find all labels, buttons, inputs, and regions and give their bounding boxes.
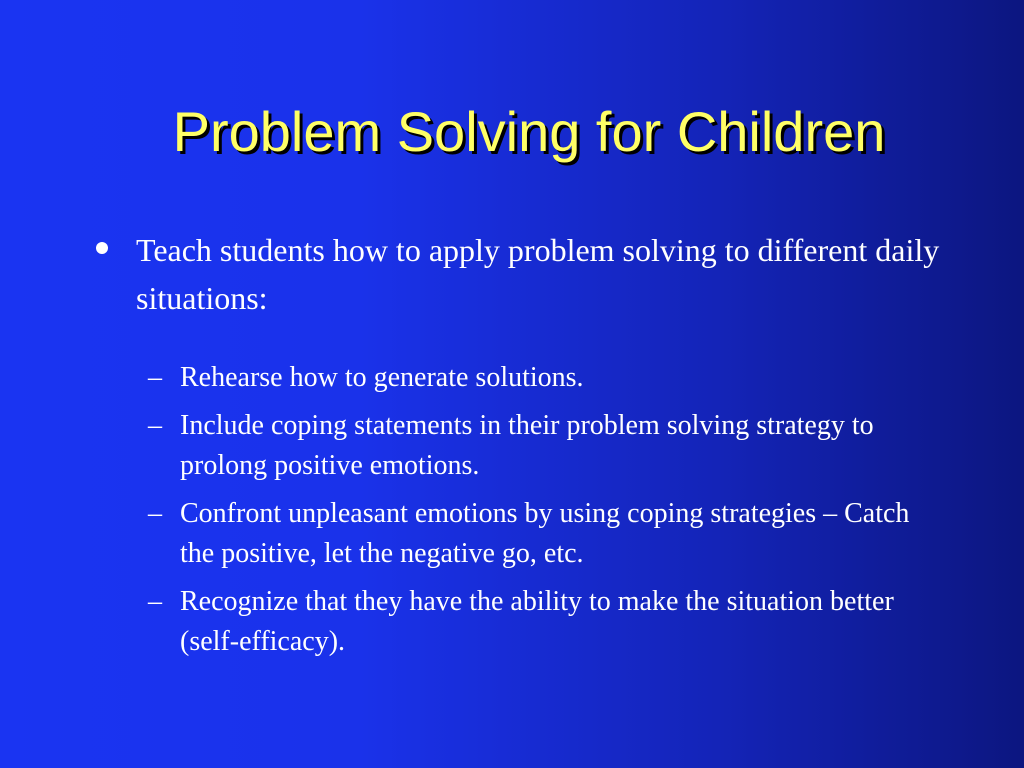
dash-marker: – bbox=[148, 410, 162, 441]
dash-marker: – bbox=[148, 362, 162, 393]
sub-bullet-list bbox=[148, 358, 948, 670]
sub-bullet-item bbox=[148, 494, 948, 574]
sub-bullet-text: Confront unpleasant emotions by using coping strategies – Catch the positive, let the negative go, etc. bbox=[180, 498, 910, 569]
dash-marker: – bbox=[148, 586, 162, 617]
dash-marker: – bbox=[148, 498, 162, 529]
bullet-dot-icon bbox=[96, 242, 108, 254]
sub-bullet-text: Recognize that they have the ability to make the situation better (self-efficacy). bbox=[180, 586, 894, 657]
sub-bullet-text: Include coping statements in their problem solving strategy to prolong positive emotions. bbox=[180, 410, 874, 481]
main-bullet bbox=[96, 226, 976, 322]
slide-title: Problem Solving for Children bbox=[172, 100, 886, 163]
sub-bullet-item bbox=[148, 582, 948, 662]
main-bullet-text: Teach students how to apply problem solving to different daily situations: bbox=[136, 232, 940, 316]
sub-bullet-item bbox=[148, 406, 948, 486]
sub-bullet-text: Rehearse how to generate solutions. bbox=[180, 362, 584, 393]
sub-bullet-item bbox=[148, 358, 948, 398]
